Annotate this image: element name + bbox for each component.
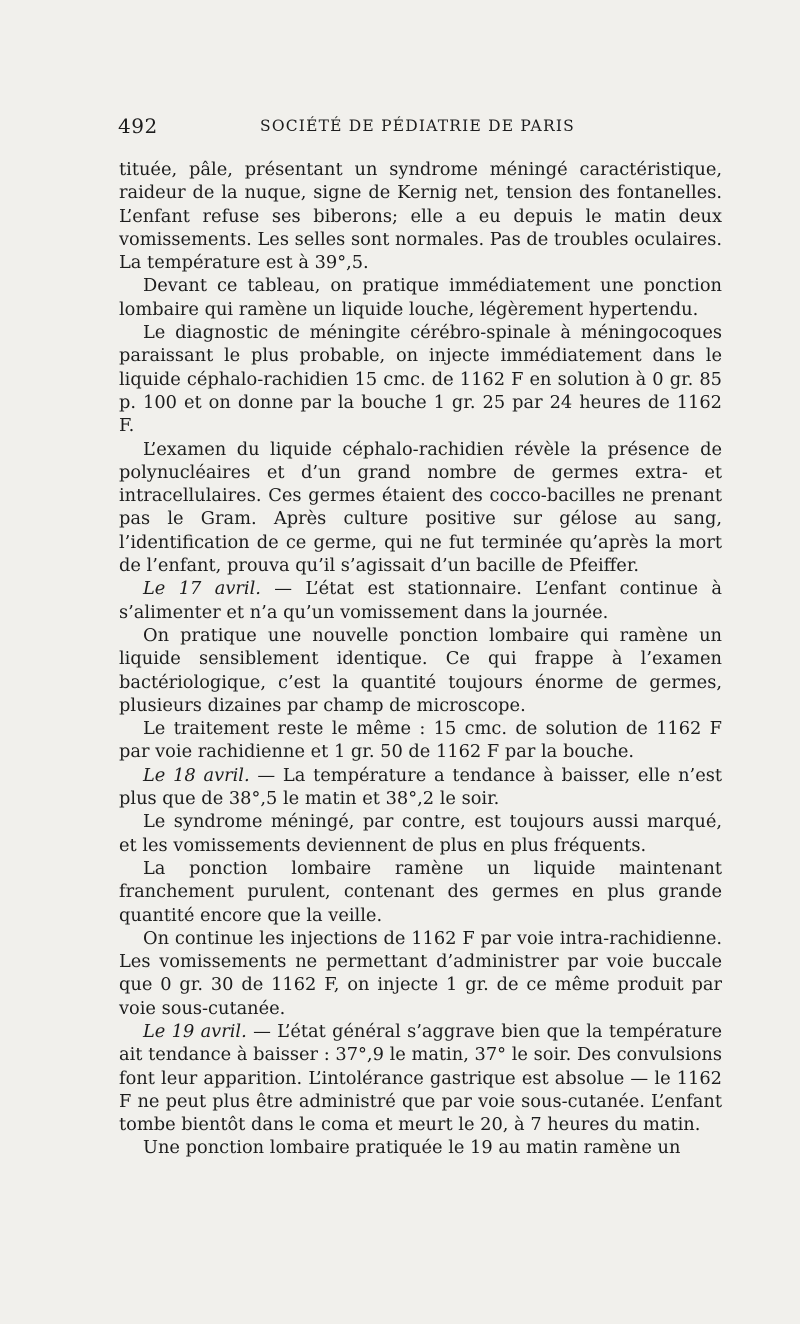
paragraph-text: On pratique une nouvelle ponction lombaire qui ramène un liquide sensiblement identique. Ce qui frappe à l’examen bactériologique, c’est la quantité toujours énorme de germes, plusieurs dizaines par champ de microscope. [119,624,722,716]
paragraph-text: Une ponction lombaire pratiquée le 19 au matin ramène un [143,1137,681,1159]
paragraph-text: Le diagnostic de méningite cérébro-spinale à méningocoques paraissant le plus probable, on injecte immédiatement dans le liquide céphalo-rachidien 15 cmc. de 1162 F en solution à 0 gr. 85 p. 100 et on donne par la bouche 1 gr. 25 par 24 heures de 1162 F. [119,322,722,437]
paragraph-text: tituée, pâle, présentant un syndrome méningé caractéristique, raideur de la nuque, signe de Kernig net, tension des fontanelles. L’enfant refuse ses biberons; elle a eu depuis le matin deux vomissements. Les selles sont normales. Pas de troubles oculaires. La température est à 39°,5. [119,159,722,274]
paragraph [119,158,722,274]
page-number: 492 [118,114,158,138]
paragraph-text: Devant ce tableau, on pratique immédiatement une ponction lombaire qui ramène un liquide louche, légèrement hypertendu. [119,275,722,320]
body-text [119,158,722,1160]
paragraph [119,1136,722,1159]
paragraph [119,927,722,1020]
paragraph [119,577,722,624]
paragraph-text: La ponction lombaire ramène un liquide maintenant franchement purulent, contenant des germes en plus grande quantité encore que la veille. [119,857,722,926]
date-heading: Le 18 avril. [143,764,250,786]
paragraph [119,717,722,764]
paragraph [119,1020,722,1136]
paragraph-text: — L’état général s’aggrave bien que la température ait tendance à baisser : 37°,9 le matin, 37° le soir. Des convulsions font leur apparition. L’intolérance gastrique est absolue — le 1162 F ne peut plus être administré que par voie sous-cutanée. L’enfant tombe bientôt dans le coma et meurt le 20, à 7 heures du matin. [119,1020,722,1136]
paragraph [119,321,722,437]
paragraph-text: — La température a tendance à baisser, elle n’est plus que de 38°,5 le matin et 38°,2 le soir. [119,764,722,810]
paragraph [119,274,722,321]
paragraph-text: On continue les injections de 1162 F par voie intra-rachidienne. Les vomissements ne permettant d’administrer par voie buccale que 0 gr. 30 de 1162 F, on injecte 1 gr. de ce même produit par voie sous-cutanée. [119,927,722,1019]
paragraph [119,438,722,578]
paragraph-text: Le syndrome méningé, par contre, est toujours aussi marqué, et les vomissements deviennent de plus en plus fréquents. [119,811,722,856]
paragraph [119,764,722,811]
date-heading: Le 17 avril. [143,578,261,600]
paragraph [119,624,722,717]
running-title: SOCIÉTÉ DE PÉDIATRIE DE PARIS [260,117,575,135]
paragraph-text: L’examen du liquide céphalo-rachidien révèle la présence de polynucléaires et d’un grand nombre de germes extra- et intracellulaires. Ces germes étaient des cocco-bacilles ne prenant pas le Gram. Après culture positive sur gélose au sang, l’identification de ce germe, qui ne fut terminée qu’après la mort de l’enfant, prouva qu’il s’agissait d’un bacille de Pfeiffer. [119,438,722,577]
paragraph-text: — L’état est stationnaire. L’enfant continue à s’alimenter et n’a qu’un vomissement dans la journée. [119,578,722,623]
paragraph [119,857,722,927]
date-heading: Le 19 avril. [143,1020,247,1042]
paragraph-text: Le traitement reste le même : 15 cmc. de solution de 1162 F par voie rachidienne et 1 gr. 50 de 1162 F par la bouche. [119,718,722,763]
paragraph [119,810,722,857]
page-header [118,114,722,138]
